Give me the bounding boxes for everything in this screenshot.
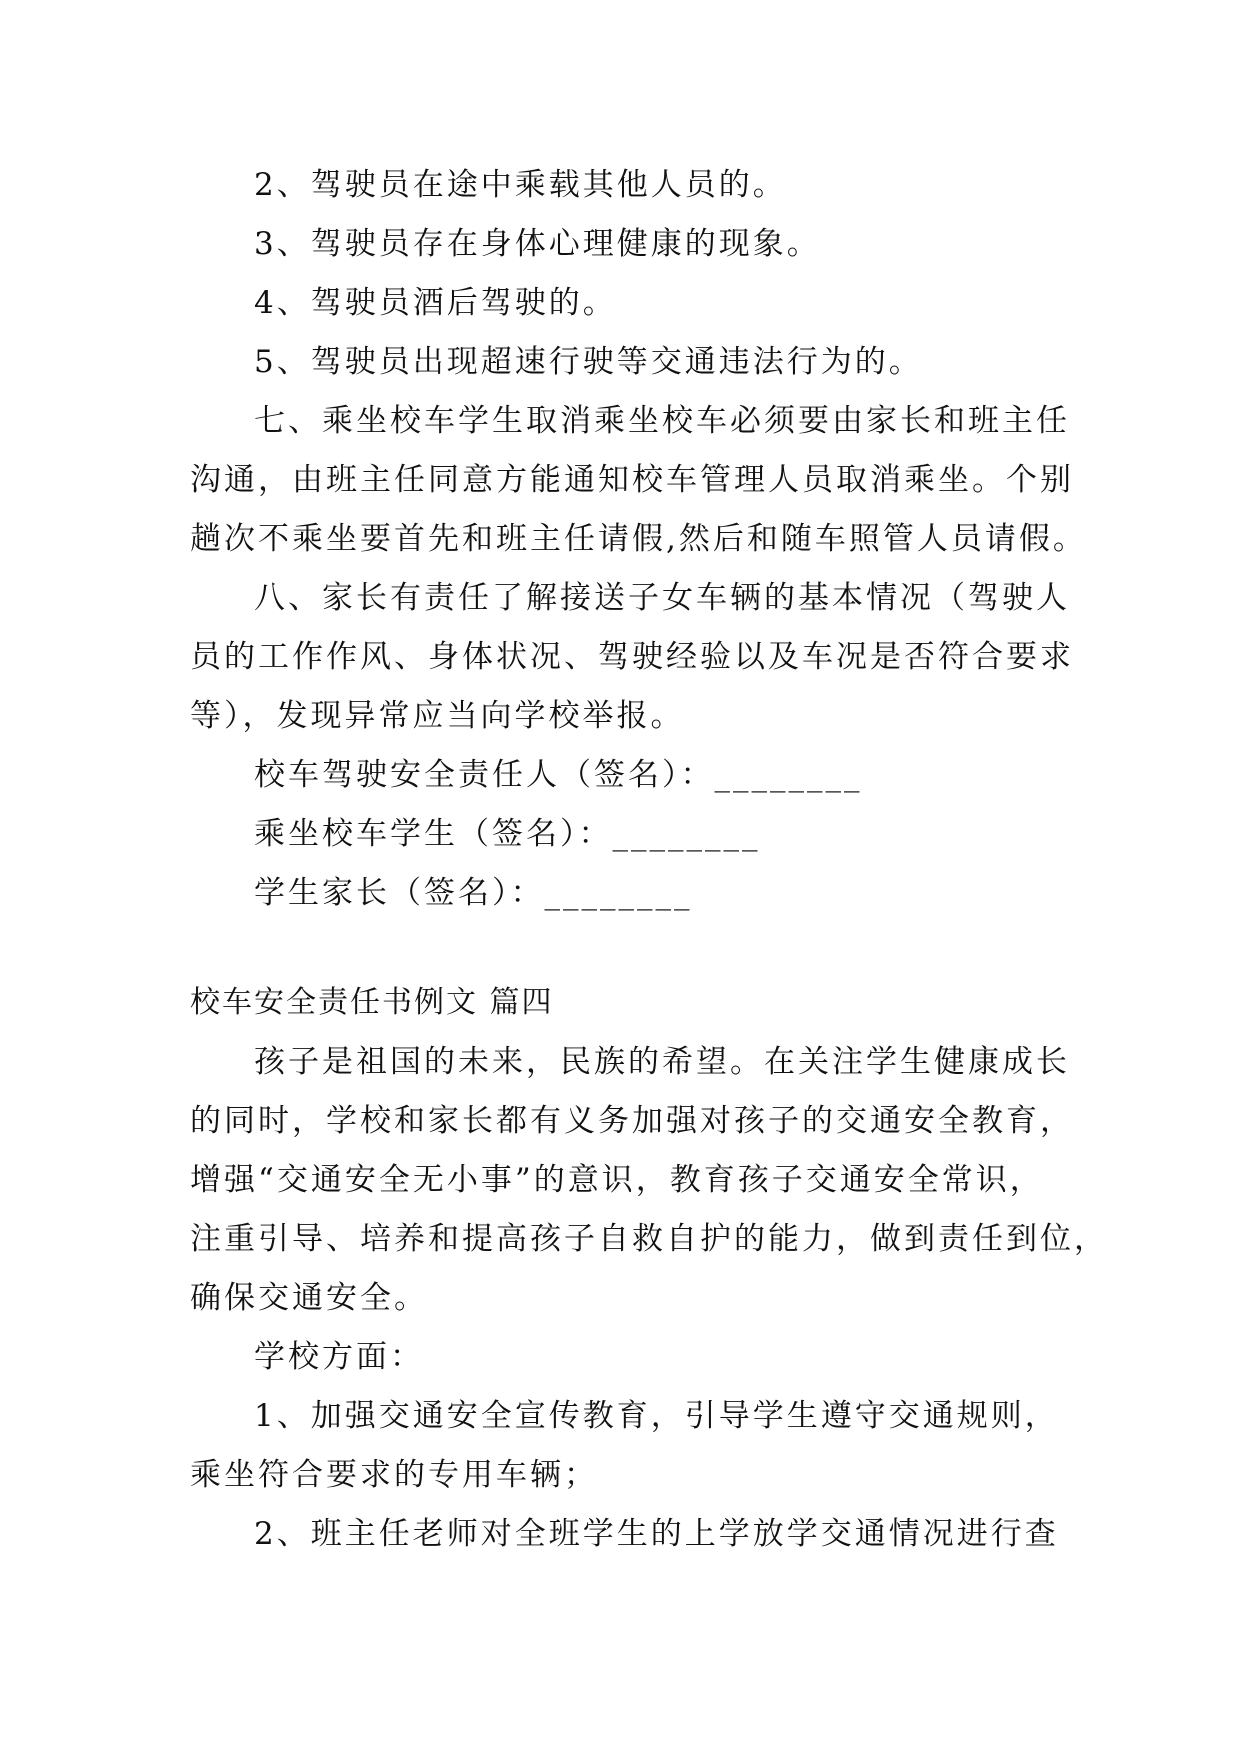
paragraph-line: 沟通，由班主任同意方能通知校车管理人员取消乘坐。个别 (190, 462, 1074, 498)
section-title: 校车安全责任书例文 篇四 (190, 985, 554, 1020)
paragraph-line: 趟次不乘坐要首先和班主任请假,然后和随车照管人员请假。 (190, 521, 1087, 557)
list-item: 2、班主任老师对全班学生的上学放学交通情况进行查 (254, 1516, 1059, 1552)
paragraph-line: 确保交通安全。 (190, 1280, 428, 1316)
list-item: 2、驾驶员在途中乘载其他人员的。 (254, 167, 787, 203)
list-item: 1、加强交通安全宣传教育，引导学生遵守交通规则， (254, 1398, 1059, 1434)
signature-line: 乘坐校车学生（签名）：________ (254, 816, 761, 852)
paragraph-line: 七、乘坐校车学生取消乘坐校车必须要由家长和班主任 (254, 403, 1070, 439)
signature-line: 校车驾驶安全责任人（签名）：________ (254, 757, 863, 793)
list-item: 3、驾驶员存在身体心理健康的现象。 (254, 226, 821, 262)
paragraph-line: 员的工作作风、身体状况、驾驶经验以及车况是否符合要求 (190, 639, 1074, 675)
list-item: 5、驾驶员出现超速行驶等交通违法行为的。 (254, 344, 923, 380)
paragraph-line: 增强“交通安全无小事”的意识，教育孩子交通安全常识， (190, 1162, 1044, 1198)
list-item: 4、驾驶员酒后驾驶的。 (254, 285, 617, 321)
paragraph-line: 八、家长有责任了解接送子女车辆的基本情况（驾驶人 (254, 580, 1070, 616)
subheading: 学校方面： (254, 1339, 424, 1375)
signature-line: 学生家长（签名）：________ (254, 875, 693, 911)
paragraph-line: 孩子是祖国的未来，民族的希望。在关注学生健康成长 (254, 1044, 1070, 1080)
list-item: 乘坐符合要求的专用车辆； (190, 1457, 598, 1493)
paragraph-line: 等），发现异常应当向学校举报。 (190, 698, 685, 734)
paragraph-line: 注重引导、培养和提高孩子自救自护的能力，做到责任到位， (190, 1221, 1108, 1257)
paragraph-line: 的同时，学校和家长都有义务加强对孩子的交通安全教育， (190, 1103, 1074, 1139)
